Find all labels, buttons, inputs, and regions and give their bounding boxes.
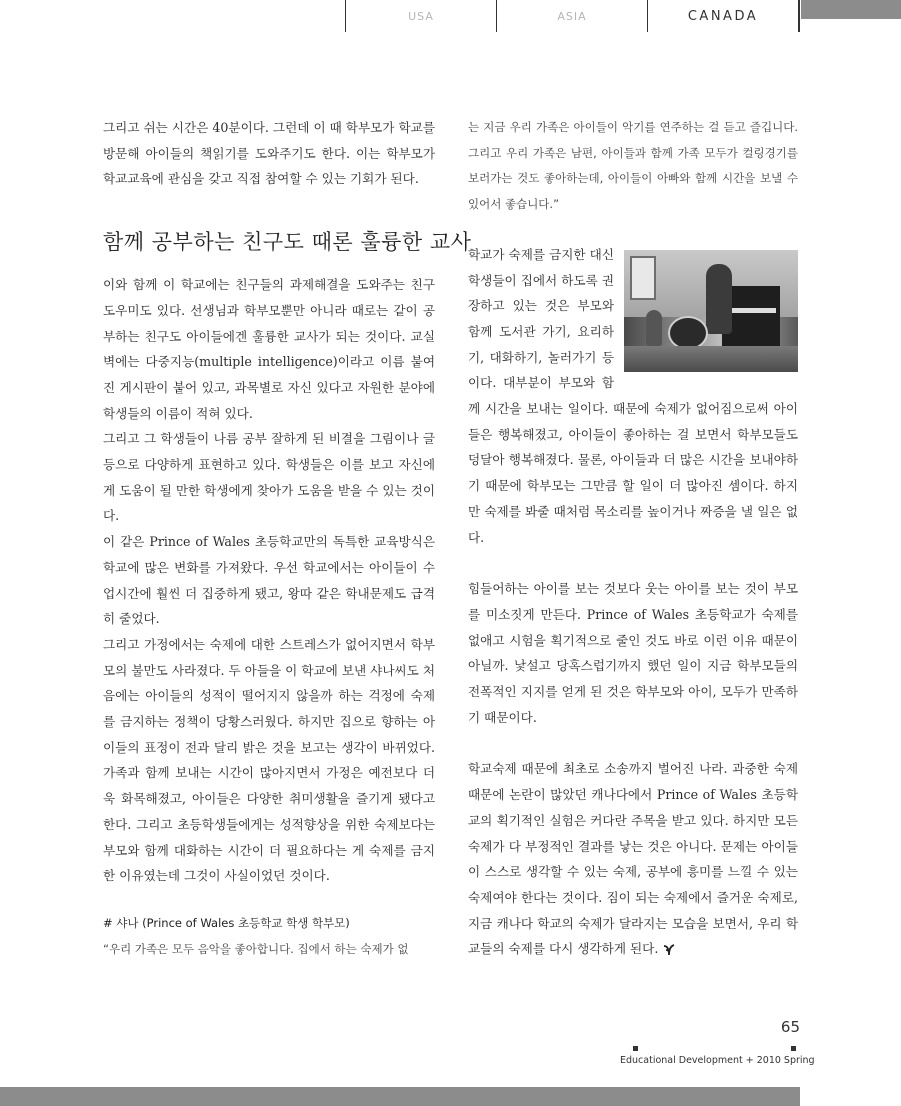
closing-text: 학교숙제 때문에 최초로 소송까지 벌어진 나라. 과중한 숙제 때문에 논란이 많았던 캐나다에서 Prince of Wales 초등학교의 획기적인 실험은 커다란 주목을 받고 있다. 하지만 모든 숙제가 다 부정적인 결과를 낳는 것은 아니다. 문제는 아이들이 스스로 생각할 수 있는 숙제, 공부에 흥미를 느낄 수 있는 숙제여야 한다는 것이다. 짐이 되는 숙제에서 즐거운 숙제로, 지금 캐나다 학교의 숙제가 달라지는 모습을 보면서, 우리 학교들의 숙제를 다시 생각하게 된다. bbox=[468, 761, 798, 957]
photo-drums bbox=[668, 316, 708, 350]
body-paragraph: 그리고 그 학생들이 나름 공부 잘하게 된 비결을 그림이나 글 등으로 다양하게 표현하고 있다. 학생들은 이를 보고 자신에게 도움이 될 만한 학생에게 찾아가 도움을 받을 수 있는 것이다. bbox=[103, 431, 436, 524]
publication-footer: Educational Development + 2010 Spring bbox=[620, 1055, 815, 1066]
spacer bbox=[468, 218, 798, 242]
body-paragraph: 학교가 숙제를 금지한 대신 학생들이 집에서 하도록 권장하고 있는 것은 부모와 함께 도서관 가기, 요리하기, 대화하기, 놀러가기 등이다. 대부분이 부모와 함께 시간을 보내는 일이다. 때문에 숙제가 없어짐으로써 아이들은 행복해졌고, 아이들이 좋아하는 걸 보면서 학부모들도 덩달아 행복해졌다. 물론, 아이들과 더 많은 시간을 보내야하기 때문에 학부모는 그만큼 할 일이 더 많아진 셈이다. 하지만 숙제를 봐줄 때처럼 목소리를 높이거나 짜증을 낼 일은 없다. bbox=[468, 246, 798, 545]
top-accent-bar bbox=[801, 0, 901, 19]
interview-quote-start: “우리 가족은 모두 음악을 좋아합니다. 집에서 하는 숙제가 없 bbox=[103, 941, 409, 956]
footer-square-marker bbox=[633, 1046, 638, 1051]
photo-window bbox=[630, 256, 656, 300]
interview-quote-end: 는 지금 우리 가족은 아이들이 악기를 연주하는 걸 듣고 즐깁니다. 그리고 우리 가족은 남편, 아이들과 함께 가족 모두가 컬링경기를 보러가는 것도 좋아하는데, 아이들이 아빠와 함께 시간을 보낼 수 있어서 좋습니다.” bbox=[468, 120, 798, 212]
interview-title: # 샤나 (Prince of Wales 초등학교 학생 학부모) bbox=[103, 915, 350, 930]
footer-square-marker bbox=[791, 1046, 796, 1051]
body-paragraph: 이와 함께 이 학교에는 친구들의 과제해결을 도와주는 친구도우미도 있다. 선생님과 학부모뿐만 아니라 때로는 같이 공부하는 친구도 아이들에겐 훌륭한 교사가 되는 것이다. 교실 벽에는 다중지능(multiple intelligence)이라고 이름 붙여진 게시판이 붙어 있고, 과목별로 자신 있다고 자원한 분야에 학생들의 이름이 적혀 있다. bbox=[103, 277, 435, 421]
photo-child bbox=[646, 310, 662, 346]
photo-floor bbox=[624, 346, 798, 372]
spacer bbox=[468, 550, 798, 576]
photo-person bbox=[706, 264, 732, 334]
spacer bbox=[103, 192, 435, 218]
tab-usa[interactable]: USA bbox=[345, 0, 496, 32]
nav-divider bbox=[798, 0, 800, 32]
section-heading: 함께 공부하는 친구도 때론 훌륭한 교사 bbox=[103, 230, 472, 255]
right-column bbox=[468, 115, 798, 962]
closing-paragraph bbox=[468, 756, 798, 962]
section-nav bbox=[345, 0, 800, 32]
body-paragraph: 그리고 가정에서는 숙제에 대한 스트레스가 없어지면서 학부모의 불만도 사라졌다. 두 아들을 이 학교에 보낸 샤나씨도 처음에는 아이들의 성적이 떨어지지 않을까 하는 걱정에 숙제를 금지하는 정책이 당황스러웠다. 하지만 집으로 향하는 아이들의 표정이 전과 달리 밝은 것을 보고는 생각이 바뀌었다. 가족과 함께 보내는 시간이 많아지면서 가정은 예전보다 더욱 화목해졌고, 아이들은 다양한 취미생활을 즐기게 됐다고 한다. 그리고 초등학생들에게는 성적향상을 위한 숙제보다는 부모와 함께 대화하는 시간이 더 필요하다는 게 숙제를 금지한 이유였는데 그것이 사실이었던 것이다. bbox=[103, 636, 436, 884]
family-music-photo bbox=[624, 250, 798, 372]
spacer bbox=[468, 730, 798, 756]
left-column bbox=[103, 115, 472, 962]
body-paragraph: 이 같은 Prince of Wales 초등학교만의 독특한 교육방식은 학교에 많은 변화를 가져왔다. 우선 학교에서는 아이들이 수업시간에 훨씬 더 집중하게 됐고, 왕따 같은 학내문제도 급격히 줄었다. bbox=[103, 534, 435, 627]
tab-canada[interactable]: CANADA bbox=[647, 0, 798, 32]
bottom-accent-bar bbox=[0, 1087, 800, 1106]
tab-asia[interactable]: ASIA bbox=[496, 0, 647, 32]
body-paragraph: 힘들어하는 아이를 보는 것보다 웃는 아이를 보는 것이 부모를 미소짓게 만든다. Prince of Wales 초등학교가 숙제를 없애고 시험을 획기적으로 줄인 것도 바로 이런 이유 때문이 아닐까. 낯설고 당혹스럽기까지 했던 일이 지금 학부모들의 전폭적인 지지를 얻게 된 것은 학부모와 아이, 모두가 만족하기 때문이다. bbox=[468, 581, 798, 725]
intro-paragraph: 그리고 쉬는 시간은 40분이다. 그런데 이 때 학부모가 학교를 방문해 아이들의 책읽기를 도와주기도 한다. 이는 학부모가 학교교육에 관심을 갖고 직접 참여할 수 있는 기회가 된다. bbox=[103, 120, 435, 187]
end-mark-icon bbox=[662, 943, 676, 957]
page-number: 65 bbox=[780, 1018, 800, 1036]
